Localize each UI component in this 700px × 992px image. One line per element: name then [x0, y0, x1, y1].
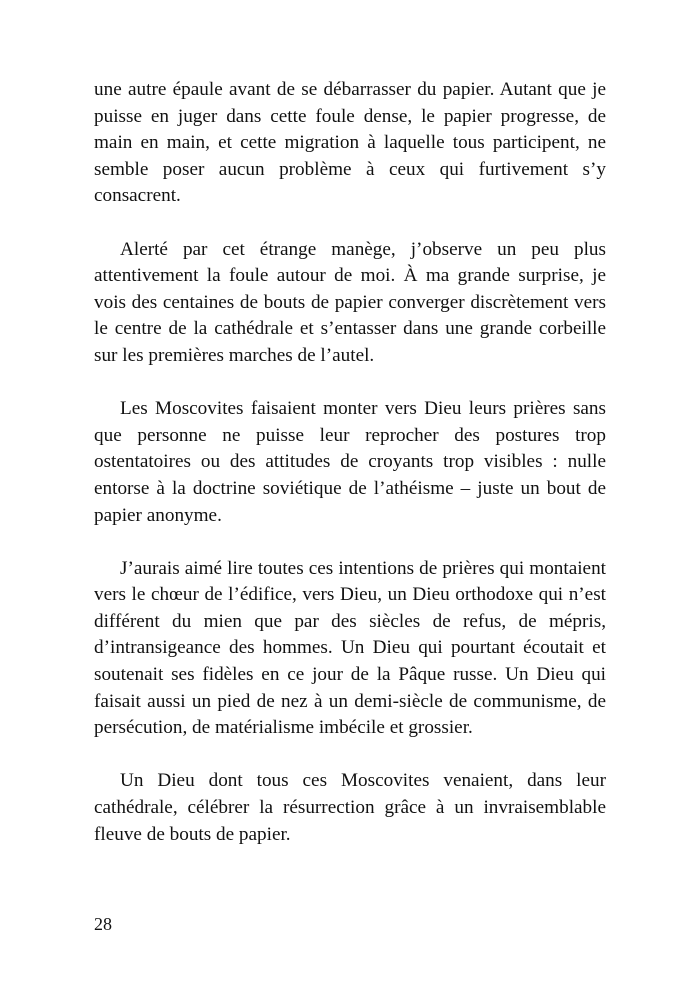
body-text [94, 77, 606, 875]
paragraph: Un Dieu dont tous ces Moscovites venaient, dans leur cathédrale, célébrer la résurrection grâce à un invraisemblable fleuve de bouts de papier. [94, 770, 606, 845]
paragraph: J’aurais aimé lire toutes ces intentions de prières qui montaient vers le chœur de l’édifice, vers Dieu, un Dieu orthodoxe qui n’est différent du mien que par des siècles de refus, de mépris, d’intransigeance des hommes. Un Dieu qui pourtant écoutait et soutenait ses fidèles en ce jour de la Pâque russe. Un Dieu qui faisait aussi un pied de nez à un demi-siècle de communisme, de persécution, de matérialisme imbécile et grossier. [94, 557, 606, 739]
paragraph: Alerté par cet étrange manège, j’observe un peu plus attentivement la foule autour de moi. À ma grande surprise, je vois des centaines de bouts de papier converger discrètement vers le centre de la cathédrale et s’entasser dans une grande corbeille sur les premières marches de l’autel. [94, 238, 606, 366]
paragraph-continuation: une autre épaule avant de se débarrasser du papier. Autant que je puisse en juger dans cette foule dense, le papier progresse, de main en main, et cette migration à laquelle tous participent, ne semble poser aucun problème à ceux qui furtivement s’y consacrent. [94, 79, 606, 207]
page-number: 28 [94, 914, 112, 934]
paragraph: Les Moscovites faisaient monter vers Dieu leurs prières sans que personne ne puisse leur reprocher des postures trop ostentatoires ou des attitudes de croyants trop visibles : nulle entorse à la doctrine soviétique de l’athéisme – juste un bout de papier anonyme. [94, 398, 606, 526]
